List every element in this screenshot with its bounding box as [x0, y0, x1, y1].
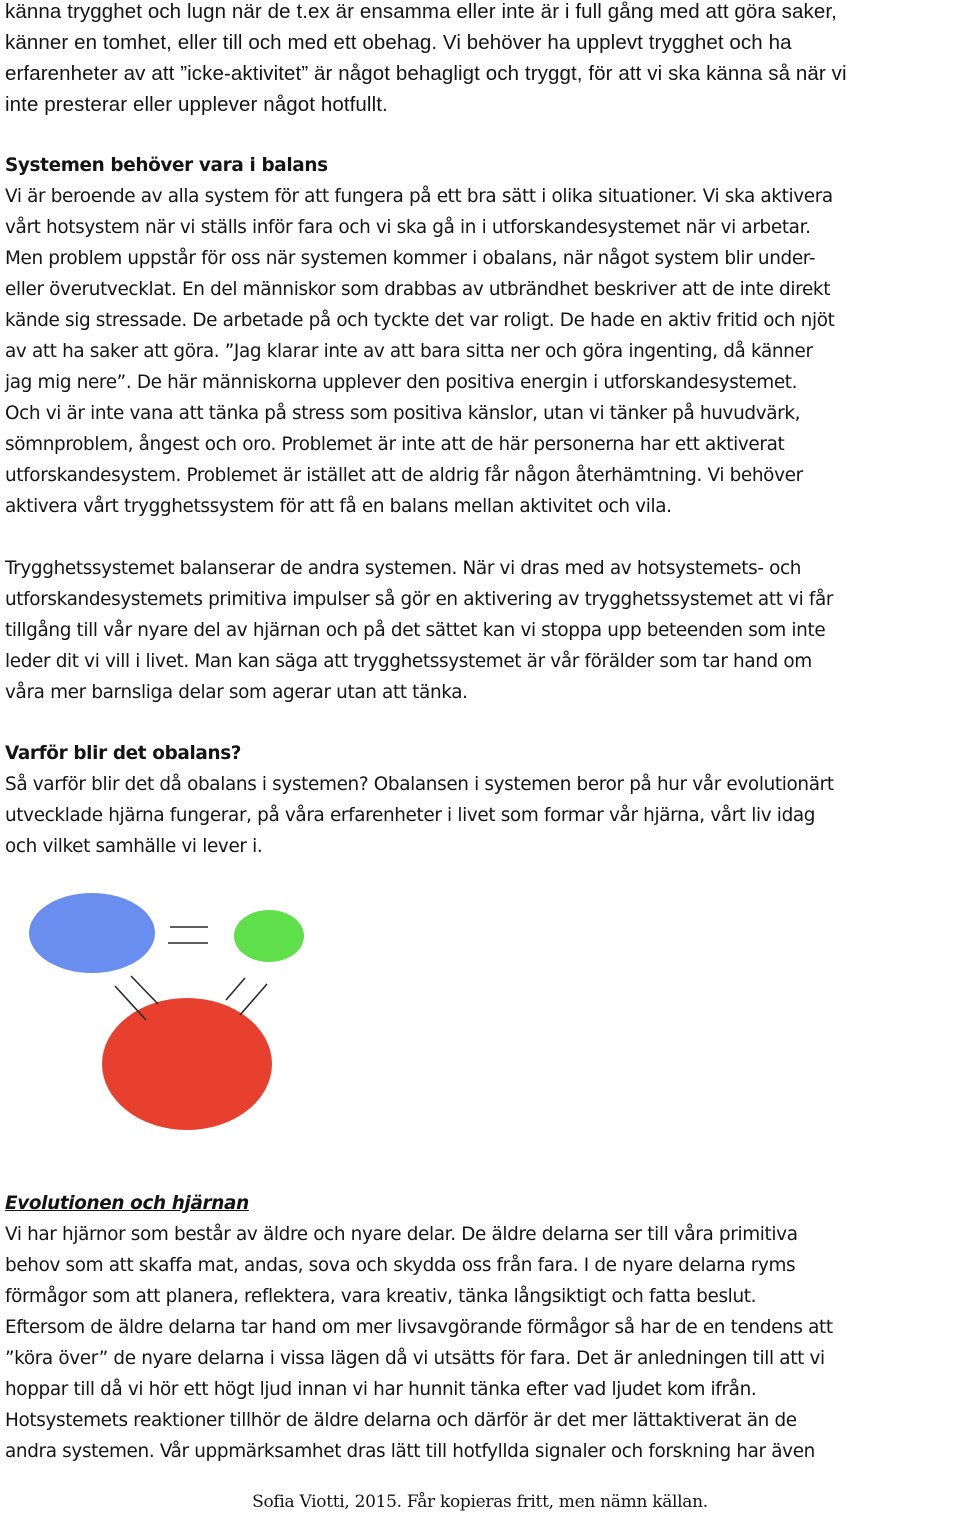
text-line: Trygghetssystemet balanserar de andra systemen. När vi dras med av hotsystemets- och: [5, 558, 802, 579]
text-line: tillgång till vår nyare del av hjärnan och på det sättet kan vi stoppa upp beteenden som inte: [5, 620, 826, 641]
arrow-diagonal-left-2: [131, 976, 158, 1004]
text-line: utforskandesystemets primitiva impulser så gör en aktivering av trygghetssystemet att vi får: [5, 589, 834, 610]
text-line: kände sig stressade. De arbetade på och tyckte det var roligt. De hade en aktiv fritid och njöt: [5, 310, 835, 331]
text-line: erfarenheter av att ”icke-aktivitet” är något behagligt och tryggt, för att vi ska känna så när vi: [5, 62, 847, 85]
section-heading: Systemen behöver vara i balans: [5, 155, 328, 176]
section-balans: [5, 150, 960, 522]
section-heading: Varför blir det obalans?: [5, 743, 242, 764]
section-varfor: [5, 738, 960, 862]
text-line: och vilket samhälle vi lever i.: [5, 836, 263, 857]
page-footer: Sofia Viotti, 2015. Får kopieras fritt, men nämn källan.: [252, 1492, 708, 1512]
arrow-diagonal-right-1: [226, 978, 245, 1000]
text-line: förmågor som att planera, reflektera, vara kreativ, tänka långsiktigt och fatta beslut.: [5, 1286, 757, 1307]
text-line: Och vi är inte vana att tänka på stress som positiva känslor, utan vi tänker på huvudvärk,: [5, 403, 801, 424]
text-line: sömnproblem, ångest och oro. Problemet är inte att de här personerna har ett aktiverat: [5, 434, 785, 455]
text-line: ”köra över” de nyare delarna i vissa lägen då vi utsätts för fara. Det är anledningen till att vi: [5, 1348, 825, 1369]
section-heading: Evolutionen och hjärnan: [5, 1193, 249, 1214]
arrow-diagonal-right-2: [240, 984, 267, 1015]
text-line: våra mer barnsliga delar som agerar utan att tänka.: [5, 682, 468, 703]
text-line: vårt hotsystem när vi ställs inför fara och vi ska gå in i utforskandesystemet när vi arbetar.: [5, 217, 811, 238]
text-line: hoppar till då vi hör ett högt ljud innan vi har hunnit tänka efter vad ljudet kom ifrån.: [5, 1379, 757, 1400]
blue-circle: [29, 893, 155, 973]
text-line: jag mig nere”. De här människorna upplever den positiva energin i utforskandesystemet.: [5, 372, 798, 393]
text-line: eller överutvecklat. En del människor som drabbas av utbrändhet beskriver att de inte direkt: [5, 279, 831, 300]
text-line: känna trygghet och lugn när de t.ex är ensamma eller inte är i full gång med att göra saker,: [5, 0, 837, 23]
text-line: Hotsystemets reaktioner tillhör de äldre delarna och därför är det mer lättaktiverat än de: [5, 1410, 797, 1431]
text-line: behov som att skaffa mat, andas, sova och skydda oss från fara. I de nyare delarna ryms: [5, 1255, 796, 1276]
text-line: Vi är beroende av alla system för att fungera på ett bra sätt i olika situationer. Vi ska aktivera: [5, 186, 833, 207]
section-evolution: [5, 1188, 960, 1467]
section-trygghet: [5, 553, 960, 708]
text-line: Eftersom de äldre delarna tar hand om mer livsavgörande förmågor så har de en tendens att: [5, 1317, 833, 1338]
green-circle: [234, 910, 304, 962]
text-line: Så varför blir det då obalans i systemen? Obalansen i systemen beror på hur vår evolutionärt: [5, 774, 834, 795]
text-line: av att ha saker att göra. ”Jag klarar inte av att bara sitta ner och göra ingenting, då känner: [5, 341, 813, 362]
text-line: känner en tomhet, eller till och med ett obehag. Vi behöver ha upplevt trygghet och ha: [5, 31, 792, 54]
text-line: andra systemen. Vår uppmärksamhet dras lätt till hotfyllda signaler och forskning har även: [5, 1441, 815, 1462]
text-line: inte presterar eller upplever något hotfullt.: [5, 93, 388, 116]
text-line: aktivera vårt trygghetssystem för att få en balans mellan aktivitet och vila.: [5, 496, 672, 517]
text-line: utvecklade hjärna fungerar, på våra erfarenheter i livet som formar vår hjärna, vårt liv idag: [5, 805, 816, 826]
text-line: Vi har hjärnor som består av äldre och nyare delar. De äldre delarna ser till våra primitiva: [5, 1224, 798, 1245]
intro-paragraph: [5, 0, 960, 120]
text-line: Men problem uppstår för oss när systemen kommer i obalans, när något system blir under-: [5, 248, 816, 269]
text-line: leder dit vi vill i livet. Man kan säga att trygghetssystemet är vår förälder som tar hand om: [5, 651, 812, 672]
text-line: utforskandesystem. Problemet är istället att de aldrig får någon återhämtning. Vi behöver: [5, 465, 803, 486]
systems-diagram: [0, 880, 340, 1150]
red-circle: [102, 998, 272, 1130]
